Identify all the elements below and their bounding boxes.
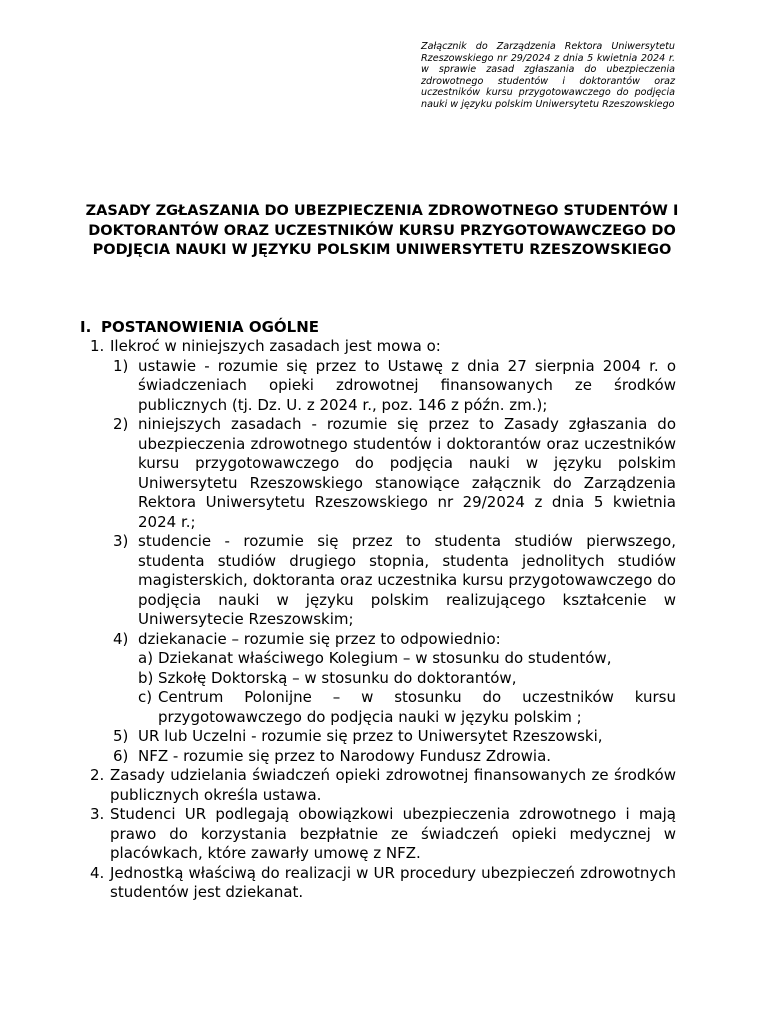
list-item xyxy=(80,805,676,864)
list-text: Centrum Polonijne – w stosunku do uczestników kursu przygotowawczego do podjęcia nauki w języku polskim ; xyxy=(158,688,676,726)
list-text: UR lub Uczelni - rozumie się przez to Uniwersytet Rzeszowski, xyxy=(138,727,603,745)
list-marker: 4. xyxy=(90,863,105,882)
document-body xyxy=(80,337,676,903)
list-marker: 4) xyxy=(113,629,129,648)
list-text: NFZ - rozumie się przez to Narodowy Fundusz Zdrowia. xyxy=(138,746,552,765)
list-marker: 1. xyxy=(90,337,105,355)
list-item xyxy=(80,688,676,727)
list-text: ustawie - rozumie się przez to Ustawę z dnia 27 sierpnia 2004 r. o świadczeniach opieki zdrowotnej finansowanych ze środków publicznych (tj. Dz. U. z 2024 r., poz. 146 z późn. zm.); xyxy=(138,356,676,414)
list-item xyxy=(80,864,676,903)
list-marker: 6) xyxy=(113,746,129,765)
list-text: Studenci UR podlegają obowiązkowi ubezpieczenia zdrowotnego i mają prawo do korzystania bezpłatnie ze świadczeń opieki medycznej w placówkach, które zawarły umowę z NFZ. xyxy=(110,805,676,862)
list-marker: c) xyxy=(138,688,153,706)
list-item xyxy=(80,747,676,767)
list-item xyxy=(80,727,676,747)
list-text: niniejszych zasadach - rozumie się przez to Zasady zgłaszania do ubezpieczenia zdrowotnego studentów i doktorantów oraz uczestników kursu przygotowawczego do podjęcia nauki w języku polskim Uniwersytetu Rzeszowskiego stanowiące załącznik do Zarządzenia Rektora Uniwersytetu Rzeszowskiego nr 29/2024 z dnia 5 kwietnia 2024 r.; xyxy=(138,415,676,531)
list-text: Szkołę Doktorską – w stosunku do doktorantów, xyxy=(158,668,517,687)
list-text: Ilekroć w niniejszych zasadach jest mowa o: xyxy=(110,337,441,355)
list-item xyxy=(80,357,676,416)
document-title: ZASADY ZGŁASZANIA DO UBEZPIECZENIA ZDROWOTNEGO STUDENTÓW I DOKTORANTÓW ORAZ UCZESTNIKÓW KURSU PRZYGOTOWAWCZEGO DO PODJĘCIA NAUKI W JĘZYKU POLSKIM UNIWERSYTETU RZESZOWSKIEGO xyxy=(85,203,679,258)
list-marker: 3) xyxy=(113,532,129,550)
list-item xyxy=(80,630,676,650)
list-item xyxy=(80,649,676,669)
list-text: Dziekanat właściwego Kolegium – w stosunku do studentów, xyxy=(158,649,612,667)
list-item xyxy=(80,766,676,805)
list-item xyxy=(80,337,676,357)
list-item xyxy=(80,532,676,630)
list-marker: 1) xyxy=(113,356,129,375)
list-text: dziekanacie – rozumie się przez to odpowiednio: xyxy=(138,629,501,648)
section-heading xyxy=(80,318,680,338)
list-marker: 5) xyxy=(113,727,129,745)
list-text: Jednostką właściwą do realizacji w UR procedury ubezpieczeń zdrowotnych studentów jest dziekanat. xyxy=(110,863,676,901)
list-text: studencie - rozumie się przez to studenta studiów pierwszego, studenta studiów drugiego stopnia, studenta jednolitych studiów magisterskich, doktoranta oraz uczestnika kursu przygotowawczego do podjęcia nauki w języku polskim realizującego kształcenie w Uniwersytecie Rzeszowskim; xyxy=(138,532,676,628)
list-marker: 2. xyxy=(90,766,105,784)
list-marker: a) xyxy=(138,649,154,667)
list-marker: 3. xyxy=(90,805,105,823)
annex-note: Załącznik do Zarządzenia Rektora Uniwersytetu Rzeszowskiego nr 29/2024 z dnia 5 kwietnia 2024 r. w sprawie zasad zgłaszania do ubezpieczenia zdrowotnego studentów i doktorantów oraz uczestników kursu przygotowawczego do podjęcia nauki w języku polskim Uniwersytetu Rzeszowskiego xyxy=(421,41,675,110)
list-text: Zasady udzielania świadczeń opieki zdrowotnej finansowanych ze środków publicznych określa ustawa. xyxy=(110,766,676,804)
list-item xyxy=(80,415,676,532)
list-item xyxy=(80,669,676,689)
section-title: POSTANOWIENIA OGÓLNE xyxy=(101,318,320,336)
list-marker: 2) xyxy=(113,415,129,433)
list-marker: b) xyxy=(138,668,154,687)
section-number: I. xyxy=(80,318,92,336)
